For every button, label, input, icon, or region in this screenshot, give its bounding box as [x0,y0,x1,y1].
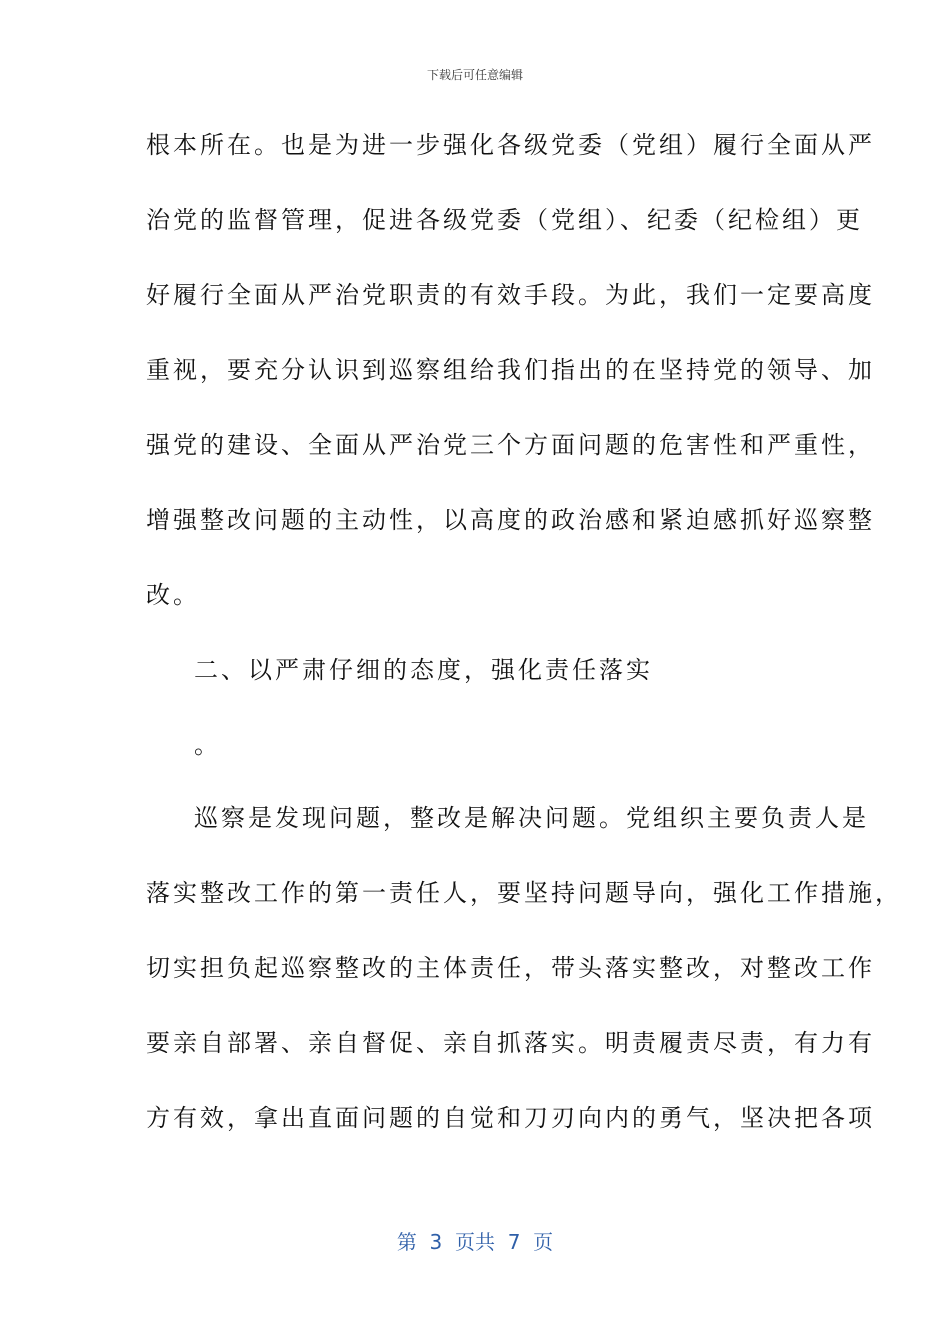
text-line: 切实担负起巡察整改的主体责任，带头落实整改，对整改工作 [146,954,875,982]
text-line: 强党的建设、全面从严治党三个方面问题的危害性和严重性， [146,431,875,459]
text-line: 重视，要充分认识到巡察组给我们指出的在坚持党的领导、加 [146,356,875,384]
text-line: 根本所在。也是为进一步强化各级党委（党组）履行全面从严 [146,131,875,159]
text-line: 要亲自部署、亲自督促、亲自抓落实。明责履责尽责，有力有 [146,1029,875,1057]
text-line: 增强整改问题的主动性，以高度的政治感和紧迫感抓好巡察整 [146,506,875,534]
text-line: 好履行全面从严治党职责的有效手段。为此，我们一定要高度 [146,281,875,309]
text-line: 方有效，拿出直面问题的自觉和刀刃向内的勇气，坚决把各项 [146,1104,875,1132]
text-line: 。 [194,731,221,759]
page-number: 第 3 页共 7 页 [396,1230,554,1254]
text-line: 改。 [146,581,200,609]
text-line: 治党的监督管理，促进各级党委（党组）、纪委（纪检组）更 [146,206,863,234]
header-note: 下载后可任意编辑 [426,68,523,82]
section-heading: 二、以严肃仔细的态度，强化责任落实 [194,656,653,684]
paragraph-start: 巡察是发现问题，整改是解决问题。党组织主要负责人是 [194,804,869,832]
text-line: 落实整改工作的第一责任人，要坚持问题导向，强化工作措施， [146,879,902,907]
